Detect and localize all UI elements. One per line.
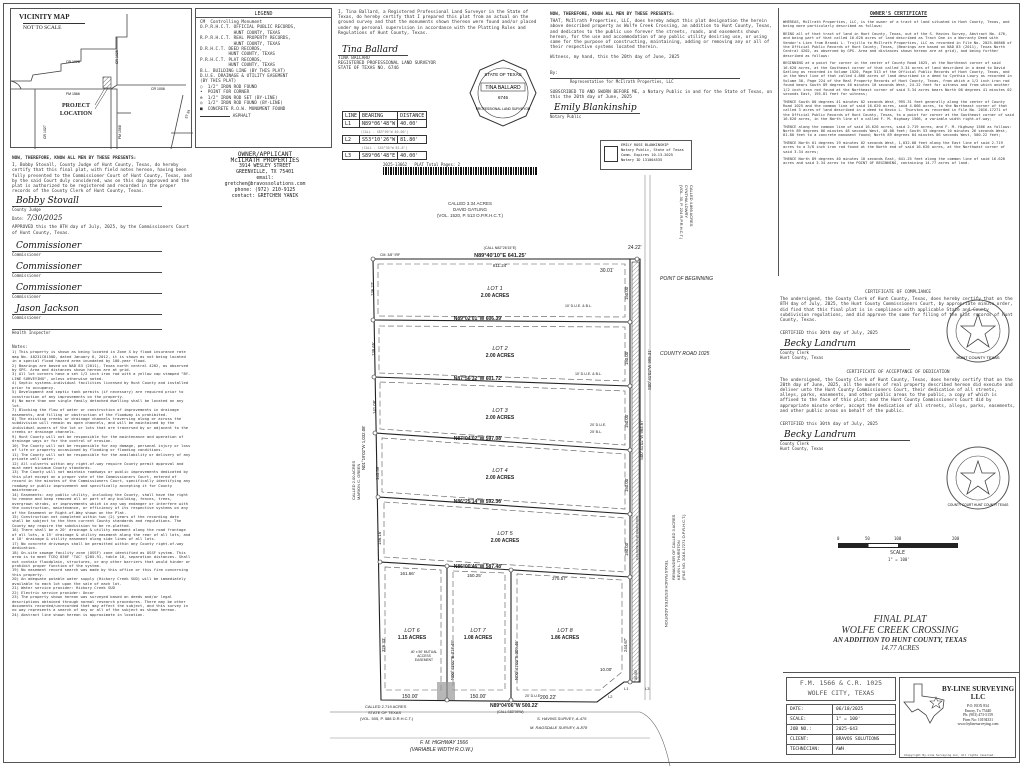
owners-certificate-heading: OWNER'S CERTIFICATE: [869, 11, 928, 17]
adjoiner-west2: MARION C. GREEN: [356, 463, 361, 500]
clerk-label: County Clerk: [780, 350, 809, 356]
road-label: CR 1027: [43, 125, 47, 139]
line-table-row: [343, 120, 427, 128]
note-item: 16) There shall be a 20' drainage & utility easement along the road frontage of all lots, a 15' drainage & utility easement along the rear of all lots, and a 10' drainage & utility easement along side lines of all lots.: [12, 527, 191, 542]
line-bearing: S89°06'48"E: [360, 152, 398, 160]
surveyor-license: STATE OF TEXAS NO. 6746: [338, 66, 399, 72]
lot-acres: 2.00 ACRES: [480, 293, 510, 299]
project-location-marker: [103, 77, 111, 88]
line-bearing: N89°06'48"W: [360, 120, 398, 128]
recording-info: [383, 162, 538, 175]
surveyor-title: REGISTERED PROFESSIONAL LAND SURVEYOR: [338, 61, 436, 67]
lot-name: LOT 1: [487, 286, 503, 292]
company-line: Firm No: 10194331: [962, 717, 994, 722]
by-label: By:: [550, 71, 558, 77]
location-line2: WOLFE CITY, TEXAS: [807, 689, 875, 697]
scale-tick: 0: [837, 536, 840, 541]
commissioner-label: Commissioner: [12, 251, 41, 257]
legend-item: R.P.R.H.C.T. REAL PROPERTY RECORDS, HUNT COUNTY, TEXAS: [200, 36, 291, 47]
dim: 150.00': [624, 478, 629, 492]
title-block-value: 1" = 100': [833, 715, 896, 725]
notary-stamp-line: Comm. Expires 10-13-2025: [621, 153, 673, 157]
acceptance-certified: CERTIFIED this 30th day of July, 2025: [780, 422, 878, 428]
note-item: 18) On-site sewage facility zone (OSSF) zone identified as OSSF system. This area is to meet TCEQ 030F 'TAC' §285.91, table 10, separation distances. Shall not contain floodplain, structures, or any other barriers that would hinder or prohibit proper function of the system.: [12, 549, 191, 568]
road-label: FM 1568: [118, 125, 122, 139]
adjoiner-west: STATE OF TEXAS: [368, 710, 402, 715]
recording-barcode: [383, 167, 538, 175]
health-inspector-label: Health Inspector: [12, 329, 51, 335]
project-location-box: [786, 677, 896, 701]
lot-acres: 2.00 ACRES: [485, 475, 515, 481]
title-block-value: 2025-643: [833, 725, 896, 735]
note-item: 12) All culverts within any right-of-way require County permit approval and must meet minimum County standards.: [12, 460, 184, 470]
legend-item: ■ CONCRETE R.O.W. MONUMENT FOUND: [200, 106, 286, 112]
vicinity-map-title: VICINITY MAP: [19, 13, 70, 21]
lot-name: LOT 6: [404, 628, 420, 634]
company-line: P.O. BOX 834: [967, 704, 989, 708]
seal-text: HUNT COUNTY TEXAS: [956, 355, 1000, 360]
project-location-label: PROJECT LOCATION: [59, 103, 93, 117]
commissioner-signature: Commissioner: [16, 261, 82, 272]
lot-name: LOT 7: [470, 628, 486, 634]
notary-signature: Emily Blankinship: [554, 103, 637, 114]
dim: 150.00': [624, 351, 629, 365]
owner-heading: OWNER/APPLICANT: [237, 151, 293, 158]
county-approval: [12, 156, 194, 335]
commissioner-signature: Jason Jackson: [16, 303, 79, 314]
cm-label: CM: 3/8" IRF: [380, 253, 401, 257]
bl-label: 25' B.L.: [590, 430, 603, 434]
texas-ranch-label: TEXAS RANCH ESTATES ADDITION: [664, 560, 669, 628]
scale-bar: [838, 536, 968, 568]
east-line-bearing: S00°41'02"W 995.31': [647, 349, 652, 390]
title-block-value: AWH: [833, 745, 896, 755]
company-line: www.bylinesurveying.com: [957, 722, 999, 727]
legend-item: D.U.E. DRAINAGE & UTILITY EASEMENT (BY THIS PLAT): [200, 74, 288, 85]
star-icon: [961, 314, 995, 347]
note-item: 2) Bearings are based on NAD 83 (2011), Texas north central 4202, as observed by GPS. Area and distances shown hereon are at grid.: [12, 362, 189, 373]
dim: 200.22': [540, 695, 557, 701]
survey-line-label: S. HAVINS SURVEY, A-476: [537, 716, 587, 721]
clerk-label: County Clerk: [780, 441, 809, 447]
note-item: 10) The County will not be responsible for any damage, personal injury or loss of life or property occasioned by flooding or flooding conditions.: [12, 442, 191, 453]
dim: 30.00': [634, 669, 638, 680]
owners-certificate-paragraph: THENCE South 00 degrees 41 minutes 02 seconds West, 995.31 feet generally along the center of County Road 1025 and the common line of said 16.620 acres, said 4.866 acres, to the Northeast corner of that called 3 acres of land described in a deed to Kevin L. Thurston as recorded in File No. 2016-17271 of the Official Public Records of Hunt County, Texas, to a point for corner at the Southeast corner of said 16.620 acres, in the North line of a called F. M. Highway 1566, a variable width right-of-way;: [783, 99, 1014, 122]
line-label: L2: [608, 694, 613, 699]
dim: 146.16': [377, 531, 382, 545]
legend-asphalt: ASPHALT: [232, 113, 251, 119]
line-id: L2: [343, 136, 360, 144]
highway-row-label: (VARIABLE WIDTH R.O.W.): [410, 747, 473, 753]
notes: [12, 345, 192, 617]
seal-text: COUNTY COURT HUNT COUNTY TEXAS: [947, 503, 1009, 507]
rep-label: Representative for McIlrath Properties, LLC: [570, 78, 674, 84]
note-item: 4) Septic systems-individual facilities licensed by Hunt County and installed prior to occupancy.: [12, 380, 189, 390]
title-block-row: [787, 725, 896, 735]
note-item: 6) No more than one single family detached dwelling shall be located on any lot.: [12, 398, 184, 408]
title-block-label: CLIENT:: [787, 735, 833, 745]
acceptance-body: The undersigned, the County Clerk of Hunt County, Texas, does hereby certify that on the 20th day of June, 2025, all the owners of real property described hereon did execute and deliver unto the Hunt County Commissioners Court, their dedication of all streets, alleys, parks, easements, and other public areas to the public, a copy of which is affixed to the face of this plat; and the Hunt County Commissioners Court did by appropriate minute order, accept the dedication of all streets, alleys, parks, easements, and other public areas on behalf of the public.: [780, 377, 1016, 414]
south-call: (CALL S83°09'W): [497, 710, 524, 714]
notary-stamp-line: Notary ID 131004535: [621, 158, 663, 162]
county-seal-acceptance: [945, 445, 1011, 511]
legend-item: B.L. BUILDING LINE (BY THIS PLAT): [200, 68, 286, 74]
copyright: ©Copyright By-Line Surveying LLC, All rights reserved.: [904, 753, 995, 757]
title-block-label: DATE:: [787, 705, 833, 715]
legend-item: ○ 1/2" IRON ROD FOUND: [200, 84, 257, 90]
legend-title: LEGEND: [196, 11, 331, 18]
dim: 150.25': [467, 573, 482, 578]
owners-certificate-paragraph: WHEREAS, McIlrath Properties, LLC, is the owner of a tract of land situated in Hunt County, Texas, and being more particularly described as follows:: [783, 20, 1010, 29]
vicinity-map: [10, 8, 192, 148]
surveyor-name: TINA BALLARD: [338, 56, 370, 62]
title-block-label: JOB NO.:: [787, 725, 833, 735]
company-line: Ph: (903) 473-5159: [963, 713, 993, 718]
lot-acres: 2.00 ACRES: [485, 353, 515, 359]
compliance-heading: CERTIFICATE OF COMPLIANCE: [864, 290, 932, 295]
lot-line-bearing: N87°04'02"W 597.08': [453, 436, 503, 442]
surveyor-statement: I, Tina Ballard, a Registered Professional Land Surveyor in the State of Texas, do hereby certify that I prepared this plat from an actual on the ground survey and that the monuments shown thereon were found and/or placed under my personal supervision in accordance with the Platting Rules and Regulations of Hunt County, Texas.: [338, 10, 537, 36]
road-label: CR 1025: [115, 50, 119, 64]
surveyor-seal: [468, 58, 538, 128]
notary-star-icon: [604, 146, 618, 162]
judge-label: County Judge: [12, 207, 41, 213]
owner-name: McILRATH PROPERTIES: [230, 157, 300, 164]
seal-bottom: PROFESSIONAL LAND SURVEYOR: [475, 107, 531, 111]
lot-acres: 1.15 ACRES: [397, 635, 427, 641]
lot-acres: 1.86 ACRES: [550, 635, 580, 641]
adjoiner-north: CALLED 3.34 ACRES: [447, 201, 493, 206]
road-label: CR 1028: [66, 60, 80, 64]
dim: 150.00': [624, 414, 629, 428]
owner-email[interactable]: gretchen@bravossolutions.com: [224, 182, 306, 187]
note-item: 23) The property shown hereon was surveyed based on deeds and/or legal descriptions obtained through normal research procedures. There may be other documents recorded/unrecorded that may affect the subject, and this survey in no way represents a search of any or all of the subject as shown hereon.: [12, 594, 189, 613]
plat-title: [780, 614, 1020, 652]
dim: 326.33': [381, 638, 386, 652]
dedication-witness: Witness, my hand, this the 20th day of June, 2025: [550, 55, 680, 61]
seal-top: STATE OF TEXAS: [484, 72, 522, 77]
scale-tick: 100: [894, 536, 902, 541]
seal-name: TINA BALLARD: [485, 85, 521, 91]
lot-name: LOT 4: [492, 468, 508, 474]
note-item: 17) No concrete driveways shall be permitted within any County right-of-way dedication.: [12, 540, 184, 551]
point-of-beginning: POINT OF BEGINNING: [660, 276, 713, 282]
seal-number: 6746: [497, 95, 509, 100]
owner-phone: phone: (972) 210-9125: [234, 188, 296, 193]
note-item: 3) All lot corners have a set 1/2 inch iron rod with a yellow cap stamped "BY-LINE SURVEYING", unless otherwise noted.: [12, 371, 191, 381]
adjoiner-west2: CALLED 2.00 ACRES: [351, 460, 356, 500]
lot-acres: 1.08 ACRES: [463, 635, 493, 641]
note-item: 14) Easements: any public utility, including the County, shall have the right to remove and keep removed all or part of any building, fences, trees, overgrown shrubs, or improvements which in any way endanger or interfere with the construction, maintenance, or efficiency of its respective systems on any of the Easement or Right-of-Way shown on the Plat.: [12, 491, 189, 515]
line-call: (CALL - S45°30'W 81.8'): [361, 145, 408, 150]
line-table-call-row: [343, 144, 427, 152]
line-id: L3: [343, 152, 360, 160]
owner-address1: 3914 WESLEY STREET: [239, 164, 291, 169]
adjoiner-east: (VOL. 30, P. 224 R.P.R.H.C.T.): [679, 185, 684, 240]
title-block-row: [787, 745, 896, 755]
dim: 244.67': [623, 638, 628, 652]
lot-line: [378, 497, 630, 514]
county-seal-compliance: [945, 298, 1011, 364]
owners-certificate-paragraph: BEING all of that tract of land in Hunt County, Texas, out of the S. Havins Survey, Abstract No. 476, and being part of that called 16.620 acres of land described as Tract One in a Warranty Deed with Vendor's Lien from Brandi L. Trujillo to McIlrath Properties, LLC as recorded in File No. 2025-06868 of the Official Public Records of Hunt County, Texas, (Bearings are based on NAD 83 (2011), Texas North Central 4202, as observed by GPS. Area and distances shown hereon are at grid), and being further described as follows:: [783, 31, 1012, 58]
lot-line-bearing: N89°02'01"W 606.39': [453, 316, 503, 322]
title-block-row: [787, 715, 896, 725]
mutual-access-easement-label: 40' x 50' MUTUAL ACCESS EASEMENT: [410, 650, 438, 662]
line-label: L1: [624, 686, 629, 691]
subscribed-text: SUBSCRIBED TO AND SWORN BEFORE ME, a Notary Public in and for the State of Texas, on this the 20th day of June, 2025: [550, 89, 773, 100]
notary-stamp-line: Notary Public, State of Texas: [621, 148, 684, 152]
dim: 136.27': [370, 282, 375, 296]
title-line4: 14.77 ACRES: [880, 644, 920, 652]
recording-pages: PLAT Total Pages: 2: [414, 162, 461, 167]
owners-certificate-paragraph: THENCE North 01 degrees 19 minutes 02 seconds West, 1,032.08 feet along the East line of said 2.719 acres to a 3/8 inch iron rod found at the North end of said 16.620 acres, at the Northwest corner of said 3.34 acres;: [783, 140, 1006, 154]
line-bearing: S53°10'26"W: [360, 136, 398, 144]
note-item: 1) This property is shown as being located in Zone X by flood insurance rate map No. 48231C0150D, dated January 6, 2012, it is shown as not being located in a special flood hazard area inundated by 100-year flood.: [12, 349, 186, 364]
note-item: 24) Abstract line shown hereon is approximate in location.: [12, 611, 145, 617]
line-call: (CALL - S83°09'W 40.00'): [360, 129, 409, 134]
remainder-label: (FILE NO. 2016-17271 O.P.R.H.C.T.): [681, 514, 686, 580]
dim: 143.59': [375, 466, 380, 480]
title-block: [783, 672, 1019, 760]
note-item: 20) An adequate potable water supply (Hickory Creek SUD) will be immediately available to each lot upon the sale of each lot.: [12, 576, 186, 586]
legend-item: ◎ 1/2" IRON ROD FOUND (BY-LINE): [200, 101, 283, 107]
due-label: 10' D.U.E. & B.L.: [575, 372, 603, 376]
north-call: (CALL N82°26'15"E): [483, 246, 517, 250]
owners-certificate-paragraph: BEGINNING at a point for corner in the center of County Road 1025, at the Northeast corner of said 16.620 acres, at the Southeast corner of that called 3.34 acres of land described in a deed to David Gatling as recorded in Volume 1520, Page 513 of the Official Public Records of Hunt County, Texas, and in the West line of that called 4.866 acres of land described in a deed to Cynthia Lowry as recorded in Volume 30, Page 224 of the Real Property Records of Hunt County, Texas, from which a 1/2 inch iron rod found bears South 89 degrees 40 minutes 10 seconds West, 24.22 feet for witness and from which another 1/2 inch iron rod found at the Northeast corner of said 3.34 acres bears North 00 degrees 41 minutes 02 seconds East, 195.81 feet for witness;: [783, 61, 1012, 97]
note-item: 13) The County will not maintain roadways or public improvements dedicated by this plat except on a proper vote of the Commissioners Court, entered of record in the minutes of the Commissioners Court, specifically identifying any roadway or public improvement and specifically accepting it for County maintenance.: [12, 469, 191, 493]
date-label: Date:: [12, 216, 25, 222]
lot-acres: 2.00 ACRES: [490, 538, 520, 544]
remainder-label: KEVIN L. THURSTON: [676, 540, 681, 580]
star-icon: [961, 461, 995, 494]
line-table-header-cell: BEARING: [360, 112, 398, 120]
commissioner-signature: Commissioner: [16, 240, 82, 251]
owner-address2: GREENVILLE, TX 75401: [236, 170, 294, 175]
owners-certificate: [778, 8, 1018, 276]
clerk-signature: Becky Landrum: [784, 339, 856, 350]
clerk-signature: Becky Landrum: [784, 430, 856, 441]
company-line: Emory, Tx 75440: [964, 708, 992, 713]
lot-line-bearing: N86°00'46"W 587.48': [453, 564, 503, 570]
compliance-certified: CERTIFIED this 30th day of July, 2025: [780, 331, 878, 337]
plat-drawing: [330, 175, 780, 766]
dim: 275.57': [552, 576, 567, 581]
line-table-header-cell: DISTANCE: [398, 112, 427, 120]
dim: 138.65': [371, 342, 376, 356]
adjoiner-east: CYNTHIA LOWRY: [684, 185, 689, 219]
acceptance-heading: CERTIFICATE OF ACCEPTANCE OF DEDICATION: [846, 370, 950, 376]
commissioner-label: Commissioner: [12, 314, 41, 320]
notes-heading: Notes:: [12, 345, 28, 350]
line-distance: 81.80': [398, 136, 427, 144]
owner-email-label: email:: [256, 176, 274, 181]
adjoiner-north: (VOL. 1520, P. 513 O.P.R.H.C.T.): [436, 213, 504, 218]
county-road-label: COUNTY ROAD 1025: [660, 351, 710, 357]
note-item: 5) Development and septic tank permits (if necessary) are required prior to construction of any improvements on the property.: [12, 389, 184, 399]
line-table-row: [343, 152, 427, 160]
vicinity-map-subtitle: NOT TO SCALE: [23, 23, 85, 31]
dedication-body: THAT, McIlrath Properties, LLC, does hereby adopt this plat designation the herein above described property as Wolfe Creek Crossing, an addition to Hunt County, Texas, and dedicates to the public use forever the streets, roads, and easements shown hereon, for the use and accommodation of any public utility desiring use, or using same for the purpose of constructing, maintaining, adding or removing any or all of their respective systems located therein.: [550, 19, 773, 51]
east-line-inner-bearing: S00°41'02"W 984.67': [639, 419, 644, 460]
adjoiner-west: (VOL. 505, P. 588 D.R.H.C.T.): [360, 716, 414, 721]
date-value: 7/30/2025: [26, 214, 63, 223]
legend-item: • POINT FOR CORNER: [200, 90, 250, 96]
line-distance: 40.00': [398, 120, 427, 128]
commissioner-signature: Commissioner: [16, 282, 82, 293]
dedication-heading: NOW, THEREFORE, KNOW ALL MEN BY THESE PRESENTS:: [550, 12, 675, 17]
adjoiner-west: CALLED 2.719 ACRES: [365, 704, 407, 709]
commissioner-label: Commissioner: [12, 293, 41, 299]
compliance-body: The undersigned, the County Clerk of Hunt County, Texas, does hereby certify that on the 8TH day of July, 2025, the Hunt County Commissioners Court, by appropriate minute order, did find that this final plat is in compliance with applicable State and County subdivision regulations, and did approve the same for filing of the plat records of Hunt County, Texas.: [780, 297, 1013, 324]
county-approval-body: I, Bobby Stovall, County Judge of Hunt County, Texas, do hereby certify that this final plat, with field notes hereon, having been fully presented to the Commissioner Court of Hunt County, Texas, and by the said Court duly considered, was on this day approved and the plat is authorized to be registered and recorded in the proper records of the County Clerk of Hunt County, Texas.: [12, 163, 192, 195]
surveyor-signature: Tina Ballard: [342, 45, 399, 56]
scale-bar-graphic: [838, 543, 958, 548]
line-table-header-cell: LINE: [343, 112, 360, 120]
dim: 150.00': [624, 286, 629, 300]
due-label: 20' D.U.E.: [590, 423, 607, 427]
adjoiner-north: DAVID GATLING: [452, 207, 488, 212]
note-item: 8) The existing creeks or drainage channels traversing along or across the subdivision will remain as open channels, and will be maintained by the individual owners of the lot or lots that are traversed by or adjacent to the creeks or drainage channels.: [12, 416, 189, 435]
line-distance: 40.00': [398, 152, 427, 160]
approved-text: APPROVED this the 8TH day of July, 2025, by the Commissioners Court of Hunt County, Texas.: [12, 225, 190, 236]
road-label: FM 1566: [66, 92, 80, 96]
title-block-label: TECHNICIAN:: [787, 745, 833, 755]
line-label: L3: [645, 686, 650, 691]
company-block: [899, 677, 1016, 758]
scale-ratio: 1" = 100': [888, 557, 910, 562]
clerk-county-label: Hunt County, Texas: [780, 446, 824, 452]
due-label: 20' D.U.E.: [525, 694, 542, 698]
lot-name: LOT 5: [497, 531, 513, 537]
scale-tick: 50: [865, 536, 870, 541]
note-item: 9) Hunt County will not be responsible for the maintenance and operation of drainage ways or for the control of erosion.: [12, 433, 184, 444]
survey-line-label: M. RAGSDALE SURVEY, A-878: [530, 725, 588, 730]
lot-acres: 2.00 ACRES: [485, 415, 515, 421]
remainder-label: REMAINDER OF CALLED 3 ACRES: [671, 514, 676, 580]
county-approval-heading: NOW, THEREFORE, KNOW ALL MEN BY THESE PRESENTS:: [12, 156, 137, 161]
lot-name: LOT 2: [492, 346, 508, 352]
clerk-county-label: Hunt County, Texas: [780, 355, 824, 361]
legend-item: P.R.H.C.T. PLAT RECORDS, HUNT COUNTY, TEXAS: [200, 57, 276, 69]
owner-contact: contact: GRETCHEN YANIK: [231, 194, 299, 199]
dim: 141.08': [372, 400, 377, 414]
scale-tick: 200: [952, 536, 960, 541]
south-line-bearing: N89°04'06"W 500.22': [490, 703, 539, 709]
dim: N00°41'02"E 317.48': [450, 640, 455, 680]
note-item: 19) No easement record search was made by this office or this firm concerning this property.: [12, 567, 189, 577]
dim: 150.00': [624, 542, 629, 556]
legend: [195, 8, 332, 148]
lot-name: LOT 8: [557, 628, 573, 634]
dedication: [550, 12, 778, 119]
note-item: 21) Water service provider: Hickory Creek SUD: [12, 585, 115, 591]
lot-name: LOT 3: [492, 408, 508, 414]
note-item: 15) Construction not completed within two (2) years of the recording date shall be subject to the then current County standards and regulations. The County may require the subdivision to be re-platted.: [12, 513, 182, 528]
title-block-label: SCALE:: [787, 715, 833, 725]
lot-line-bearing: N87°56'32"W 601.72': [453, 376, 503, 382]
judge-signature: Bobby Stovall: [16, 196, 79, 207]
dim: 150.00': [402, 694, 419, 700]
highway-label: F. M. HIGHWAY 1566: [420, 740, 468, 746]
west-line-bearing: N01°19'02"W 1,032.08': [361, 425, 366, 470]
row-dedication-strip: [632, 262, 639, 682]
title-block-row: [787, 735, 896, 745]
legend-item: D.R.H.C.T. DEED RECORDS, HUNT COUNTY, TEXAS: [200, 47, 276, 58]
dim: N00°41'02"E 309.45': [514, 640, 519, 680]
legend-item: ⊗ 1/2" IRON ROD SET (BY-LINE): [200, 95, 278, 101]
mutual-access-easement: [437, 682, 455, 700]
scale-caption: SCALE: [890, 550, 906, 556]
title-line1: FINAL PLAT: [873, 614, 927, 625]
note-item: 22) Electric service provider: Oncor: [12, 589, 95, 595]
road-label: ST 34: [184, 109, 192, 120]
title-block-row: [787, 705, 896, 715]
dim: 150.00': [470, 694, 487, 700]
line-id: L1: [343, 120, 360, 128]
notary-stamp: [600, 140, 692, 170]
legend-item: CM Controlling Monument: [200, 20, 263, 25]
line-table: [342, 111, 427, 160]
lot-line-bearing: N86°25'14"W 592.36': [453, 499, 503, 505]
road-label: CR 1006: [151, 87, 165, 91]
lot-line: [375, 433, 630, 450]
north-line-bearing: N89°40'10"E 641.25': [474, 253, 526, 259]
line-table-row: [343, 136, 427, 144]
recording-doc: 2025-13662: [383, 162, 408, 167]
notary-stamp-line: EMILY ROSE BLANKINSHIP: [621, 143, 669, 147]
dim: 161.66': [400, 571, 415, 576]
dim: 10.00': [600, 667, 613, 672]
owners-certificate-paragraph: THENCE along the common line of said 16.620 acres, said 2.719 acres, and F. M. Highway 1566 as follows: North 89 degrees 06 minutes 48 seconds West, 40.00 feet; South 53 degrees 10 minutes 26 seconds West, 81.80 feet to a concrete monument found; North 89 degrees 04 minutes 06 seconds West, 500.22 feet;: [783, 124, 1012, 138]
title-line3: AN ADDITION TO HUNT COUNTY, TEXAS: [833, 636, 967, 644]
line-table-header: [343, 112, 427, 120]
title-line2: WOLFE CREEK CROSSING: [841, 625, 959, 636]
note-item: 7) Blocking the flow of water or construction of improvements in drainage easements, and filling or obstruction of the floodway is prohibited.: [12, 407, 179, 417]
dim: 24.22': [628, 245, 642, 251]
note-item: 11) The County will not be responsible for the availability or delivery of any private well water.: [12, 451, 191, 462]
vicinity-map-roads: [11, 9, 193, 149]
commissioner-label: Commissioner: [12, 272, 41, 278]
location-line1: F.M. 1566 & C.R. 1025: [799, 679, 883, 687]
company-name: BY-LINE SURVEYING LLC: [941, 685, 1015, 701]
title-block-value: BRAVOS SOLUTIONS: [833, 735, 896, 745]
dim: 611.24': [492, 263, 508, 268]
title-block-value: 06/18/2025: [833, 705, 896, 715]
dim: 30.01': [600, 268, 614, 274]
line-table-call-row: [343, 128, 427, 136]
legend-item: O.P.R.H.C.T. OFFICIAL PUBLIC RECORDS, HUNT COUNTY, TEXAS: [200, 25, 296, 36]
adjoiner-east: CALLED 4.866 ACRES: [689, 185, 694, 227]
due-label: 10' D.U.E. & B.L.: [565, 304, 593, 308]
notary-label: Notary Public: [550, 114, 582, 120]
owner-applicant: [195, 152, 335, 200]
row-dedication-label: 0.24 ACRE R.O.W. DEDICATION: [635, 515, 639, 560]
owners-certificate-paragraph: THENCE North 89 degrees 40 minutes 10 seconds East, 641.25 feet along the common line of said 16.620 acres and said 3.34 acres to the POINT OF BEGINNING, containing 14.77 acres of land.: [783, 156, 1006, 166]
